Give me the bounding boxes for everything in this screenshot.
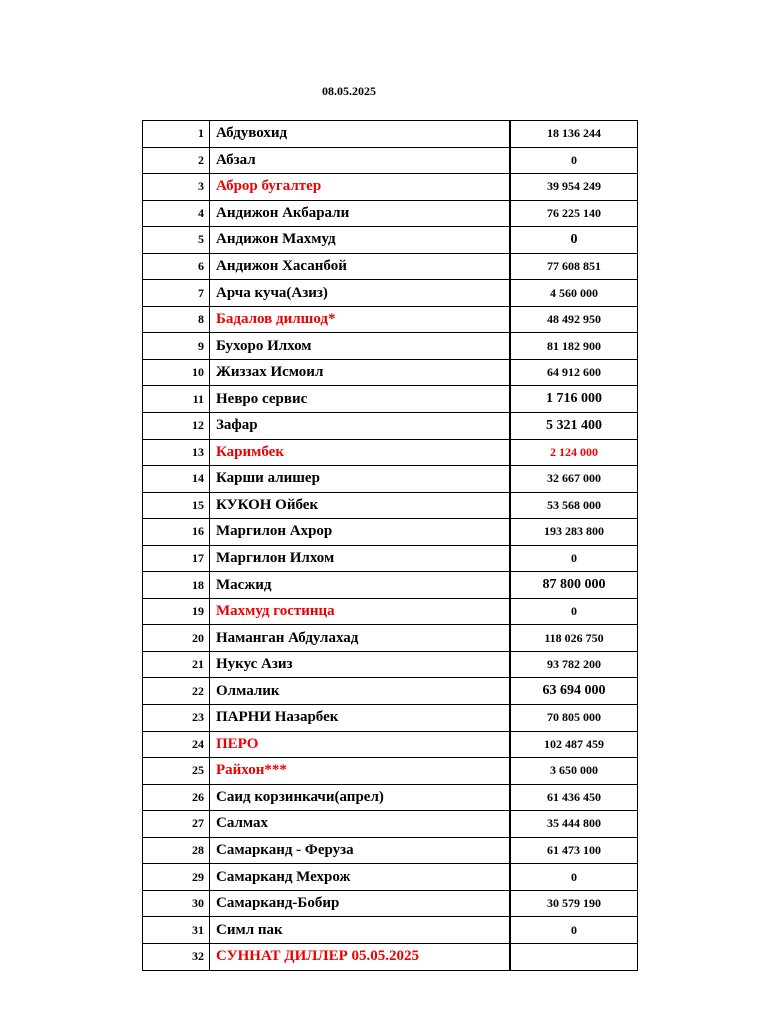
amount-cell: 5 321 400	[510, 413, 638, 440]
table-row	[143, 386, 638, 413]
row-number: 2	[143, 147, 210, 174]
table-row	[143, 758, 638, 785]
amount-cell: 118 026 750	[510, 625, 638, 652]
client-name: Маргилон Илхом	[210, 545, 511, 572]
row-number: 18	[143, 572, 210, 599]
row-number: 23	[143, 705, 210, 732]
table-row	[143, 890, 638, 917]
client-name: Аброр бугалтер	[210, 174, 511, 201]
table-row	[143, 280, 638, 307]
row-number: 17	[143, 545, 210, 572]
table-row	[143, 200, 638, 227]
row-number: 12	[143, 413, 210, 440]
table-row	[143, 253, 638, 280]
amount-cell: 0	[510, 147, 638, 174]
table-row	[143, 466, 638, 493]
table-row	[143, 651, 638, 678]
table-row	[143, 333, 638, 360]
client-name: Арча куча(Азиз)	[210, 280, 511, 307]
client-name: Масжид	[210, 572, 511, 599]
amount-cell: 61 436 450	[510, 784, 638, 811]
row-number: 4	[143, 200, 210, 227]
amount-cell	[510, 943, 638, 970]
client-name: Симл пак	[210, 917, 511, 944]
table-row	[143, 519, 638, 546]
row-number: 3	[143, 174, 210, 201]
table-row	[143, 359, 638, 386]
client-name: Невро сервис	[210, 386, 511, 413]
client-name: Карши алишер	[210, 466, 511, 493]
row-number: 24	[143, 731, 210, 758]
client-name: Андижон Махмуд	[210, 227, 511, 254]
amount-cell: 76 225 140	[510, 200, 638, 227]
amount-cell: 53 568 000	[510, 492, 638, 519]
row-number: 19	[143, 598, 210, 625]
amount-cell: 32 667 000	[510, 466, 638, 493]
client-name: СУННАТ ДИЛЛЕР 05.05.2025	[210, 943, 511, 970]
table-row	[143, 811, 638, 838]
client-name: ПЕРО	[210, 731, 511, 758]
row-number: 22	[143, 678, 210, 705]
table-row	[143, 572, 638, 599]
amount-cell: 93 782 200	[510, 651, 638, 678]
amount-cell: 87 800 000	[510, 572, 638, 599]
amount-cell: 0	[510, 227, 638, 254]
client-name: Самарканд - Феруза	[210, 837, 511, 864]
amount-cell: 63 694 000	[510, 678, 638, 705]
amount-cell: 61 473 100	[510, 837, 638, 864]
client-name: Маргилон Ахрор	[210, 519, 511, 546]
table-row	[143, 306, 638, 333]
client-name: Зафар	[210, 413, 511, 440]
row-number: 1	[143, 121, 210, 148]
client-name: Абзал	[210, 147, 511, 174]
amount-cell: 0	[510, 864, 638, 891]
table-row	[143, 545, 638, 572]
row-number: 31	[143, 917, 210, 944]
client-name: Нукус Азиз	[210, 651, 511, 678]
amount-cell: 30 579 190	[510, 890, 638, 917]
row-number: 27	[143, 811, 210, 838]
client-name: Жиззах Исмоил	[210, 359, 511, 386]
client-name: Самарканд-Бобир	[210, 890, 511, 917]
client-name: Андижон Хасанбой	[210, 253, 511, 280]
ledger-body	[143, 121, 638, 971]
client-name: Махмуд гостинца	[210, 598, 511, 625]
table-row	[143, 837, 638, 864]
amount-cell: 2 124 000	[510, 439, 638, 466]
client-name: Бухоро Илхом	[210, 333, 511, 360]
row-number: 14	[143, 466, 210, 493]
client-name: Бадалов дилшод*	[210, 306, 511, 333]
amount-cell: 18 136 244	[510, 121, 638, 148]
row-number: 30	[143, 890, 210, 917]
table-row	[143, 227, 638, 254]
row-number: 5	[143, 227, 210, 254]
table-row	[143, 731, 638, 758]
client-name: КУКОН Ойбек	[210, 492, 511, 519]
table-row	[143, 413, 638, 440]
row-number: 10	[143, 359, 210, 386]
amount-cell: 77 608 851	[510, 253, 638, 280]
amount-cell: 102 487 459	[510, 731, 638, 758]
amount-cell: 4 560 000	[510, 280, 638, 307]
amount-cell: 193 283 800	[510, 519, 638, 546]
amount-cell: 81 182 900	[510, 333, 638, 360]
amount-cell: 0	[510, 545, 638, 572]
amount-cell: 0	[510, 598, 638, 625]
client-name: Наманган Абдулахад	[210, 625, 511, 652]
row-number: 16	[143, 519, 210, 546]
client-name: Абдувохид	[210, 121, 511, 148]
table-row	[143, 598, 638, 625]
row-number: 7	[143, 280, 210, 307]
row-number: 13	[143, 439, 210, 466]
row-number: 32	[143, 943, 210, 970]
amount-cell: 35 444 800	[510, 811, 638, 838]
row-number: 21	[143, 651, 210, 678]
table-row	[143, 492, 638, 519]
amount-cell: 70 805 000	[510, 705, 638, 732]
amount-cell: 3 650 000	[510, 758, 638, 785]
table-row	[143, 625, 638, 652]
table-row	[143, 864, 638, 891]
row-number: 8	[143, 306, 210, 333]
row-number: 11	[143, 386, 210, 413]
amount-cell: 0	[510, 917, 638, 944]
client-name: Райхон***	[210, 758, 511, 785]
client-name: Салмах	[210, 811, 511, 838]
row-number: 29	[143, 864, 210, 891]
row-number: 15	[143, 492, 210, 519]
row-number: 25	[143, 758, 210, 785]
table-row	[143, 147, 638, 174]
table-row	[143, 705, 638, 732]
ledger-table	[142, 120, 638, 971]
row-number: 9	[143, 333, 210, 360]
table-row	[143, 121, 638, 148]
table-row	[143, 784, 638, 811]
client-name: Олмалик	[210, 678, 511, 705]
row-number: 20	[143, 625, 210, 652]
amount-cell: 48 492 950	[510, 306, 638, 333]
row-number: 26	[143, 784, 210, 811]
table-row	[143, 943, 638, 970]
amount-cell: 1 716 000	[510, 386, 638, 413]
table-row	[143, 439, 638, 466]
row-number: 28	[143, 837, 210, 864]
client-name: Андижон Акбарали	[210, 200, 511, 227]
client-name: Самарканд Мехрож	[210, 864, 511, 891]
report-date: 08.05.2025	[322, 84, 376, 98]
table-row	[143, 678, 638, 705]
amount-cell: 39 954 249	[510, 174, 638, 201]
amount-cell: 64 912 600	[510, 359, 638, 386]
row-number: 6	[143, 253, 210, 280]
client-name: Каримбек	[210, 439, 511, 466]
client-name: Саид корзинкачи(апрел)	[210, 784, 511, 811]
table-row	[143, 917, 638, 944]
client-name: ПАРНИ Назарбек	[210, 705, 511, 732]
table-row	[143, 174, 638, 201]
